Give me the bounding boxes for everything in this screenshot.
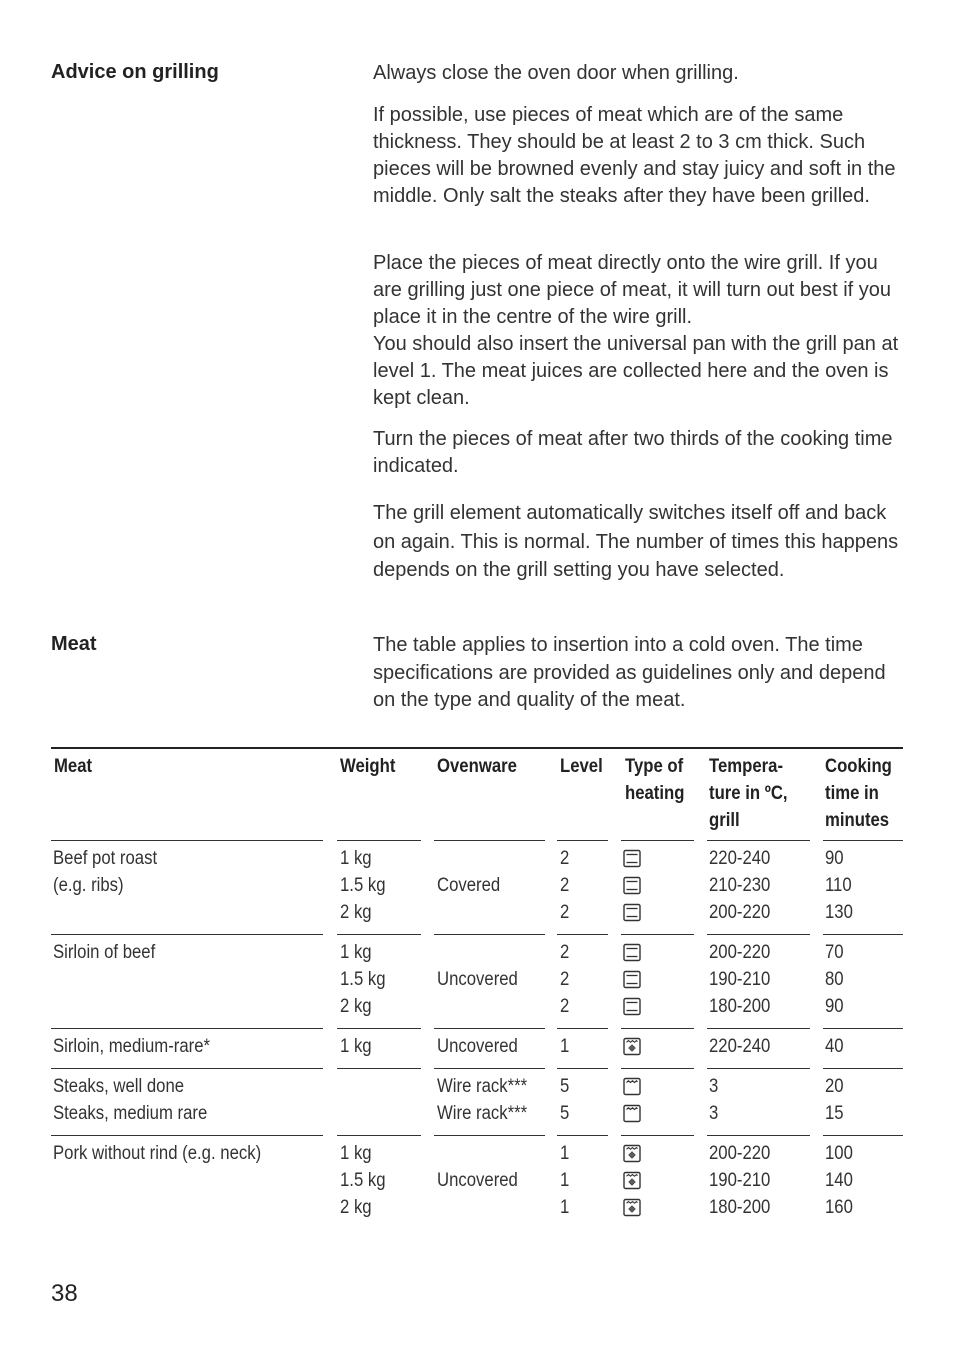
level-cell: 1 bbox=[560, 1143, 570, 1164]
level-cell: 1 bbox=[560, 1036, 570, 1057]
top-bottom-heat-icon bbox=[622, 997, 642, 1016]
header-temperature-line-3: grill bbox=[709, 810, 740, 831]
grill-icon bbox=[622, 1104, 642, 1123]
time-cell: 40 bbox=[825, 1036, 844, 1057]
top-bottom-heat-icon bbox=[622, 903, 642, 922]
header-level: Level bbox=[560, 756, 603, 777]
top-bottom-heat-icon bbox=[622, 876, 642, 895]
time-cell: 110 bbox=[825, 875, 852, 896]
top-bottom-heat-icon bbox=[622, 970, 642, 989]
row-rule-time bbox=[823, 934, 903, 935]
row-rule-meat bbox=[51, 1028, 323, 1029]
advice-heading: Advice on grilling bbox=[51, 61, 219, 83]
row-rule-level bbox=[557, 1135, 608, 1136]
row-rule-ware bbox=[434, 934, 545, 935]
time-cell: 160 bbox=[825, 1197, 853, 1218]
row-rule-temp bbox=[707, 934, 810, 935]
row-rule-temp bbox=[707, 1028, 810, 1029]
row-rule-heat bbox=[621, 934, 694, 935]
level-cell: 2 bbox=[560, 848, 570, 869]
header-time-line-2: time in bbox=[825, 783, 879, 804]
time-cell: 130 bbox=[825, 902, 853, 923]
header-time-line-1: Cooking bbox=[825, 756, 892, 777]
time-cell: 20 bbox=[825, 1076, 844, 1097]
header-time-line-3: minutes bbox=[825, 810, 890, 831]
advice-paragraph-2 bbox=[373, 102, 908, 210]
weight-cell: 1 kg bbox=[340, 942, 372, 963]
level-cell: 1 bbox=[560, 1170, 570, 1191]
row-rule-temp bbox=[707, 840, 810, 841]
weight-cell: 2 kg bbox=[340, 902, 372, 923]
row-rule-weight bbox=[337, 934, 421, 935]
top-bottom-heat-icon bbox=[622, 943, 642, 962]
advice-text-5: Turn the pieces of meat after two thirds of the cooking time indicated. bbox=[373, 428, 893, 477]
ovenware-cell: Wire rack*** bbox=[437, 1076, 528, 1097]
ovenware-cell: Uncovered bbox=[437, 1036, 518, 1057]
table-top-rule bbox=[51, 747, 903, 749]
header-temperature-line-2: ture in ºC, bbox=[709, 783, 788, 804]
level-cell: 2 bbox=[560, 996, 570, 1017]
weight-cell: 2 kg bbox=[340, 1197, 372, 1218]
meat-paragraph bbox=[373, 632, 908, 715]
level-cell: 2 bbox=[560, 942, 570, 963]
weight-cell: 1 kg bbox=[340, 848, 372, 869]
meat-name: Beef pot roast bbox=[53, 848, 158, 869]
header-time bbox=[825, 753, 892, 834]
row-rule-heat bbox=[621, 1135, 694, 1136]
row-rule-ware bbox=[434, 840, 545, 841]
meat-name: Steaks, medium rare bbox=[53, 1103, 208, 1124]
grill-icon bbox=[622, 1077, 642, 1096]
row-rule-ware bbox=[434, 1028, 545, 1029]
row-rule-heat bbox=[621, 1068, 694, 1069]
temperature-cell: 220-240 bbox=[709, 1036, 771, 1057]
row-rule-weight bbox=[337, 1068, 421, 1069]
advice-paragraph-1 bbox=[373, 60, 908, 87]
advice-paragraph-5 bbox=[373, 499, 908, 585]
row-rule-ware bbox=[434, 1068, 545, 1069]
weight-cell: 2 kg bbox=[340, 996, 372, 1017]
time-cell: 90 bbox=[825, 996, 844, 1017]
temperature-cell: 210-230 bbox=[709, 875, 771, 896]
row-rule-ware bbox=[434, 1135, 545, 1136]
row-rule-time bbox=[823, 840, 903, 841]
temperature-cell: 200-220 bbox=[709, 902, 771, 923]
temperature-cell: 220-240 bbox=[709, 848, 771, 869]
circulated-air-grill-icon bbox=[622, 1198, 642, 1217]
meat-name: Sirloin, medium-rare* bbox=[53, 1036, 211, 1057]
meat-heading: Meat bbox=[51, 633, 97, 655]
row-rule-weight bbox=[337, 1135, 421, 1136]
temperature-cell: 200-220 bbox=[709, 942, 771, 963]
header-temperature-line-1: Tempera- bbox=[709, 756, 784, 777]
temperature-cell: 200-220 bbox=[709, 1143, 771, 1164]
meat-text: The table applies to insertion into a cold oven. The time specifications are provided as guidelines only and depend on the type and quality of the meat. bbox=[373, 634, 886, 711]
row-rule-meat bbox=[51, 1068, 323, 1069]
ovenware-cell: Uncovered bbox=[437, 1170, 518, 1191]
meat-name: (e.g. ribs) bbox=[53, 875, 124, 896]
advice-text-2: If possible, use pieces of meat which are of the same thickness. They should be at least 2 to 3 cm thick. Such pieces will be browned evenly and stay juicy and soft in the middle. Only salt the steaks after they have been grilled. bbox=[373, 104, 896, 207]
temperature-cell: 190-210 bbox=[709, 1170, 771, 1191]
row-rule-level bbox=[557, 840, 608, 841]
header-temperature bbox=[709, 753, 788, 834]
row-rule-temp bbox=[707, 1068, 810, 1069]
level-cell: 2 bbox=[560, 969, 570, 990]
row-rule-level bbox=[557, 1068, 608, 1069]
row-rule-time bbox=[823, 1068, 903, 1069]
row-rule-level bbox=[557, 1028, 608, 1029]
ovenware-cell: Wire rack*** bbox=[437, 1103, 528, 1124]
time-cell: 100 bbox=[825, 1143, 853, 1164]
page-number: 38 bbox=[51, 1280, 78, 1307]
advice-text-6: The grill element automatically switches itself off and back on again. This is normal. The number of times this happens depends on the grill setting you have selected. bbox=[373, 502, 899, 581]
level-cell: 5 bbox=[560, 1103, 570, 1124]
advice-paragraph-4 bbox=[373, 426, 908, 480]
weight-cell: 1 kg bbox=[340, 1036, 372, 1057]
temperature-cell: 3 bbox=[709, 1103, 719, 1124]
row-rule-weight bbox=[337, 1028, 421, 1029]
row-rule-heat bbox=[621, 840, 694, 841]
meat-name: Pork without rind (e.g. neck) bbox=[53, 1143, 262, 1164]
circulated-air-grill-icon bbox=[622, 1037, 642, 1056]
ovenware-cell: Uncovered bbox=[437, 969, 518, 990]
advice-text-1: Always close the oven door when grilling. bbox=[373, 62, 739, 84]
weight-cell: 1 kg bbox=[340, 1143, 372, 1164]
time-cell: 90 bbox=[825, 848, 844, 869]
header-heating bbox=[625, 753, 684, 807]
header-meat: Meat bbox=[54, 756, 93, 777]
header-weight: Weight bbox=[340, 756, 396, 777]
time-cell: 15 bbox=[825, 1103, 844, 1124]
header-heating-line-1: Type of bbox=[625, 756, 684, 777]
ovenware-cell: Covered bbox=[437, 875, 501, 896]
advice-text-3: Place the pieces of meat directly onto the wire grill. If you are grilling just one piece of meat, it will turn out best if you place it in the centre of the wire grill. bbox=[373, 252, 892, 328]
temperature-cell: 3 bbox=[709, 1076, 719, 1097]
time-cell: 70 bbox=[825, 942, 844, 963]
circulated-air-grill-icon bbox=[622, 1144, 642, 1163]
row-rule-temp bbox=[707, 1135, 810, 1136]
row-rule-level bbox=[557, 934, 608, 935]
weight-cell: 1.5 kg bbox=[340, 875, 386, 896]
row-rule-meat bbox=[51, 1135, 323, 1136]
level-cell: 2 bbox=[560, 875, 570, 896]
header-ovenware: Ovenware bbox=[437, 756, 517, 777]
advice-text-4: You should also insert the universal pan with the grill pan at level 1. The meat juices are collected here and the oven is kept clean. bbox=[373, 333, 899, 409]
time-cell: 80 bbox=[825, 969, 844, 990]
temperature-cell: 180-200 bbox=[709, 996, 771, 1017]
level-cell: 5 bbox=[560, 1076, 570, 1097]
circulated-air-grill-icon bbox=[622, 1171, 642, 1190]
level-cell: 2 bbox=[560, 902, 570, 923]
advice-paragraph-3 bbox=[373, 250, 908, 412]
temperature-cell: 190-210 bbox=[709, 969, 771, 990]
row-rule-time bbox=[823, 1028, 903, 1029]
row-rule-weight bbox=[337, 840, 421, 841]
row-rule-meat bbox=[51, 840, 323, 841]
temperature-cell: 180-200 bbox=[709, 1197, 771, 1218]
weight-cell: 1.5 kg bbox=[340, 969, 386, 990]
row-rule-time bbox=[823, 1135, 903, 1136]
header-heating-line-2: heating bbox=[625, 783, 685, 804]
level-cell: 1 bbox=[560, 1197, 570, 1218]
meat-name: Sirloin of beef bbox=[53, 942, 156, 963]
row-rule-meat bbox=[51, 934, 323, 935]
weight-cell: 1.5 kg bbox=[340, 1170, 386, 1191]
time-cell: 140 bbox=[825, 1170, 853, 1191]
top-bottom-heat-icon bbox=[622, 849, 642, 868]
row-rule-heat bbox=[621, 1028, 694, 1029]
meat-name: Steaks, well done bbox=[53, 1076, 185, 1097]
